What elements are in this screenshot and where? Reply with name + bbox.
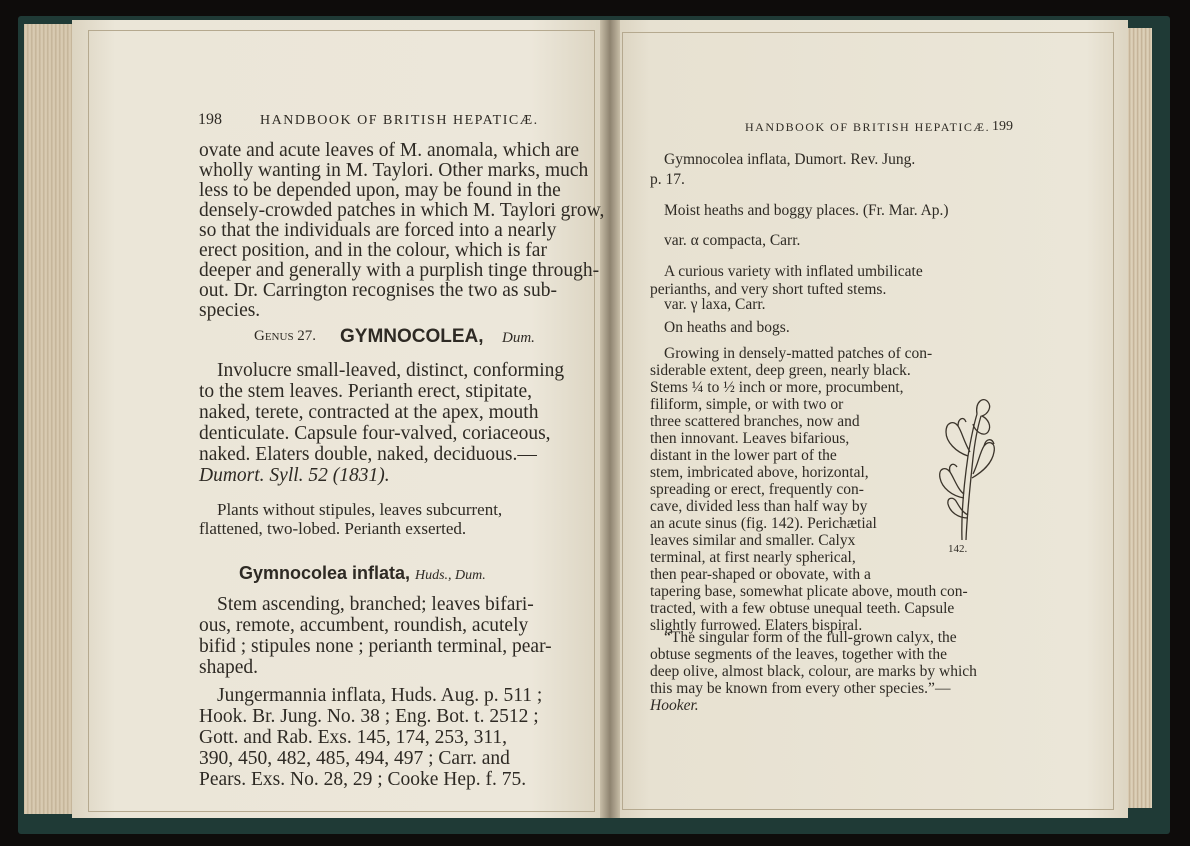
genus-heading: GYMNOCOLEA, [340, 326, 484, 347]
text-line: Stem ascending, branched; leaves bifari- [217, 594, 534, 615]
figure-caption: 142. [948, 543, 968, 555]
text-line: A curious variety with inflated umbilicate [664, 263, 923, 280]
text-line: terminal, at first nearly spherical, [650, 549, 856, 566]
right-page-number: 199 [992, 119, 1013, 134]
text-line: this may be known from every other species.”— [650, 680, 951, 697]
text-line: bifid ; stipules none ; perianth terminal, pear- [199, 636, 552, 657]
variety-gamma-heading: var. γ laxa, Carr. [664, 296, 766, 313]
text-line: Dumort. Syll. 52 (1831). [199, 465, 390, 486]
text-line: Plants without stipules, leaves subcurrent, [217, 500, 503, 519]
text-line: “The singular form of the full-grown calyx, the [664, 629, 957, 646]
text-line: Growing in densely-matted patches of con- [664, 345, 933, 362]
text-line: tracted, with a few obtuse unequal teeth. Capsule [650, 600, 955, 617]
text-line: three scattered branches, now and [650, 413, 860, 430]
text-line: stem, imbricated above, horizontal, [650, 464, 869, 481]
book-gutter [600, 20, 620, 818]
text-line: siderable extent, deep green, nearly black. [650, 362, 911, 379]
text-line: then innovant. Leaves bifarious, [650, 430, 850, 447]
text-line: erect position, and in the colour, which is far [199, 240, 547, 261]
text-line: filiform, simple, or with two or [650, 396, 844, 413]
text-line: less to be depended upon, may be found in the [199, 180, 561, 201]
text-line: tapering base, somewhat plicate above, mouth con- [650, 583, 968, 600]
text-line: ovate and acute leaves of M. anomala, which are [199, 140, 580, 161]
text-line: Gymnocolea inflata, Dumort. Rev. Jung. [664, 151, 916, 168]
text-line: Jungermannia inflata, Huds. Aug. p. 511 ; [217, 685, 543, 706]
text-line: deep olive, almost black, colour, are marks by which [650, 663, 977, 680]
genus-author: Dum. [502, 330, 535, 346]
text-line: perianths, and very short tufted stems. [650, 281, 887, 298]
text-line: deeper and generally with a purplish tinge through- [199, 260, 600, 281]
genus-label: Genus 27. [254, 328, 317, 344]
text-line: spreading or erect, frequently con- [650, 481, 864, 498]
text-line: Hook. Br. Jung. No. 38 ; Eng. Bot. t. 2512 ; [199, 706, 539, 727]
right-running-head: HANDBOOK OF BRITISH HEPATICÆ. [745, 120, 991, 134]
text-line: densely-crowded patches in which M. Taylori grow, [199, 200, 605, 221]
text-line: Involucre small-leaved, distinct, conforming [217, 360, 565, 381]
text-line: Pears. Exs. No. 28, 29 ; Cooke Hep. f. 75. [199, 769, 527, 790]
text-line: flattened, two-lobed. Perianth exserted. [199, 519, 467, 538]
left-page-number: 198 [198, 111, 222, 128]
text-line: denticulate. Capsule four-valved, coriaceous, [199, 423, 551, 444]
text-line: so that the individuals are forced into a nearly [199, 220, 557, 241]
text-line: species. [199, 300, 261, 321]
text-line: then pear-shaped or obovate, with a [650, 566, 871, 583]
text-line: Hooker. [650, 697, 699, 714]
text-line: wholly wanting in M. Taylori. Other marks, much [199, 160, 589, 181]
variety-alpha-heading: var. α compacta, Carr. [664, 232, 801, 249]
text-line: Stems ¼ to ½ inch or more, procumbent, [650, 379, 904, 396]
text-line: naked. Elaters double, naked, deciduous.— [199, 444, 537, 465]
variety-gamma-habitat: On heaths and bogs. [664, 319, 790, 336]
text-line: an acute sinus (fig. 142). Perichætial [650, 515, 877, 532]
text-line: naked, terete, contracted at the apex, mouth [199, 402, 539, 423]
left-running-head: HANDBOOK OF BRITISH HEPATICÆ. [260, 113, 539, 128]
text-line: p. 17. [650, 171, 685, 188]
species-heading: Gymnocolea inflata, [239, 563, 411, 583]
text-line: 390, 450, 482, 485, 494, 497 ; Carr. and [199, 748, 510, 769]
text-line: out. Dr. Carrington recognises the two as sub- [199, 280, 557, 301]
text-line: leaves similar and smaller. Calyx [650, 532, 856, 549]
text-line: distant in the lower part of the [650, 447, 837, 464]
text-line: slightly furrowed. Elaters bispiral. [650, 617, 863, 634]
habitat-text: Moist heaths and boggy places. (Fr. Mar. Ap.) [664, 202, 949, 219]
text-line: shaped. [199, 657, 259, 678]
text-line: to the stem leaves. Perianth erect, stipitate, [199, 381, 533, 402]
text-line: Gott. and Rab. Exs. 145, 174, 253, 311, [199, 727, 508, 748]
species-author: Huds., Dum. [415, 568, 486, 583]
liverwort-illustration [928, 394, 1000, 540]
text-line: obtuse segments of the leaves, together with the [650, 646, 948, 663]
text-line: cave, divided less than half way by [650, 498, 868, 515]
text-line: ous, remote, accumbent, roundish, acutely [199, 615, 529, 636]
